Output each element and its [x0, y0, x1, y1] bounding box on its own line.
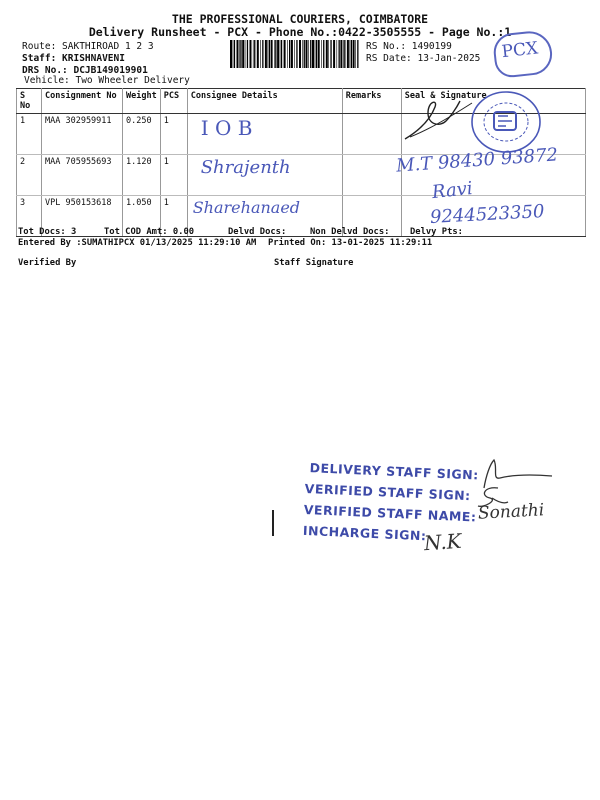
row-consignee [187, 155, 342, 196]
col-consignment: Consignment No [42, 89, 123, 114]
barcode-bar [284, 40, 286, 68]
row-consignee [187, 114, 342, 155]
barcode-bar [323, 40, 324, 68]
barcode-bar [271, 40, 273, 68]
barcode-bar [306, 40, 308, 68]
barcode-bar [326, 40, 328, 68]
incharge-initials: N.K [423, 528, 463, 556]
staff-signature-label: Staff Signature [274, 258, 354, 268]
row-consignment: VPL 950153618 [42, 196, 123, 237]
barcode-bar [233, 40, 234, 68]
barcode-bar [269, 40, 270, 68]
vehicle-text: Vehicle: Two Wheeler Delivery [24, 75, 190, 86]
barcode-bar [257, 40, 259, 68]
barcode-bar [268, 40, 269, 68]
handwritten-phone-1: M.T 98430 93872 [395, 144, 559, 177]
barcode-bar [353, 40, 355, 68]
row-remarks [342, 114, 401, 155]
row-weight: 1.120 [123, 155, 161, 196]
barcode-bar [337, 40, 338, 68]
barcode-bar [240, 40, 241, 68]
handwritten-name-3: Ravi [431, 177, 474, 204]
row-sno: 1 [17, 114, 42, 155]
barcode-bar [321, 40, 322, 68]
row-pcs: 1 [160, 196, 187, 237]
barcode-bar [254, 40, 255, 68]
verified-by-label: Verified By [18, 258, 77, 268]
barcode-bar [308, 40, 309, 68]
row-sno: 3 [17, 196, 42, 237]
col-weight: Weight [123, 89, 161, 114]
barcode-bar [312, 40, 314, 68]
total-cod: Tot COD Amt: 0.00 [104, 227, 195, 237]
barcode [230, 40, 360, 68]
barcode-bar [310, 40, 311, 68]
barcode-bar [339, 40, 340, 68]
row-pcs: 1 [160, 155, 187, 196]
margin-mark [272, 510, 274, 536]
barcode-bar [351, 40, 352, 68]
non-delivered-docs: Non Delvd Docs: [310, 227, 390, 237]
barcode-bar [330, 40, 331, 68]
row-consignment: MAA 302959911 [42, 114, 123, 155]
stamp-verified-staff-sign: VERIFIED STAFF SIGN: [304, 480, 471, 504]
row-remarks [342, 155, 401, 196]
handwritten-phone-3: 9244523350 [429, 201, 546, 228]
row-sno: 2 [17, 155, 42, 196]
entered-by: Entered By :SUMATHIPCX 01/13/2025 11:29:10 AM [18, 238, 257, 248]
col-consignee: Consignee Details [187, 89, 342, 114]
barcode-bar [350, 40, 351, 68]
barcode-bar [234, 40, 235, 68]
barcode-bar [291, 40, 293, 68]
col-seal-signature: Seal & Signature [401, 89, 585, 114]
barcode-bar [328, 40, 329, 68]
consignee-handwriting: Sharehanaed [192, 198, 301, 217]
delivered-docs: Delvd Docs: [228, 227, 287, 237]
barcode-bar [347, 40, 349, 68]
col-sno: S No [17, 89, 42, 114]
barcode-bar [281, 40, 282, 68]
barcode-bar [274, 40, 275, 68]
pcx-handwritten-mark [492, 29, 554, 79]
barcode-bar [275, 40, 276, 68]
rs-date: RS Date: 13-Jan-2025 [366, 53, 481, 64]
barcode-bar [340, 40, 342, 68]
barcode-bar [280, 40, 281, 68]
barcode-bar [357, 40, 358, 68]
barcode-bar [287, 40, 288, 68]
barcode-bar [230, 40, 232, 68]
stamp-incharge-sign: INCHARGE SIGN: [302, 522, 427, 544]
barcode-bar [316, 40, 317, 68]
barcode-bar [318, 40, 320, 68]
barcode-bar [343, 40, 344, 68]
barcode-bar [247, 40, 248, 68]
consignee-handwriting: Shrajenth [200, 157, 291, 178]
barcode-bar [265, 40, 267, 68]
barcode-bar [289, 40, 290, 68]
drs-number: DRS No.: DCJB149019901 [22, 65, 148, 76]
barcode-bar [333, 40, 335, 68]
delivery-points: Delvy Pts: [410, 227, 463, 237]
barcode-bar [250, 40, 252, 68]
row-pcs: 1 [160, 114, 187, 155]
barcode-bar [242, 40, 244, 68]
verified-staff-name-handwriting: Sonathi [477, 500, 545, 524]
barcode-bar [315, 40, 316, 68]
rs-number: RS No.: 1490199 [366, 41, 452, 52]
pcx-text: PCX [500, 38, 540, 63]
total-docs: Tot Docs: 3 [18, 227, 77, 237]
barcode-bar [262, 40, 263, 68]
barcode-bar [299, 40, 301, 68]
runsheet-subtitle: Delivery Runsheet - PCX - Phone No.:0422-3505555 - Page No.:1 [88, 25, 512, 39]
col-remarks: Remarks [342, 89, 401, 114]
barcode-bar [296, 40, 297, 68]
barcode-bar [239, 40, 240, 68]
col-pcs: PCS [160, 89, 187, 114]
printed-on: Printed On: 13-01-2025 11:29:11 [268, 238, 433, 248]
staff-text: Staff: KRISHNAVENI [22, 53, 125, 64]
barcode-bar [253, 40, 254, 68]
consignee-handwriting: I O B [200, 116, 253, 140]
row-consignment: MAA 705955693 [42, 155, 123, 196]
row-weight: 0.250 [123, 114, 161, 155]
row-weight: 1.050 [123, 196, 161, 237]
barcode-bar [237, 40, 239, 68]
route-text: Route: SAKTHIROAD 1 2 3 [22, 41, 154, 52]
stamp-delivery-staff-sign: DELIVERY STAFF SIGN: [309, 460, 479, 483]
stamp-verified-staff-name: VERIFIED STAFF NAME: [303, 501, 477, 525]
company-title: THE PROFESSIONAL COURIERS, COIMBATORE [171, 12, 429, 26]
barcode-bar [245, 40, 246, 68]
barcode-bar [302, 40, 303, 68]
barcode-bar [277, 40, 279, 68]
barcode-bar [260, 40, 261, 68]
barcode-bar [355, 40, 356, 68]
barcode-bar [304, 40, 305, 68]
barcode-bar [294, 40, 295, 68]
barcode-bar [344, 40, 345, 68]
